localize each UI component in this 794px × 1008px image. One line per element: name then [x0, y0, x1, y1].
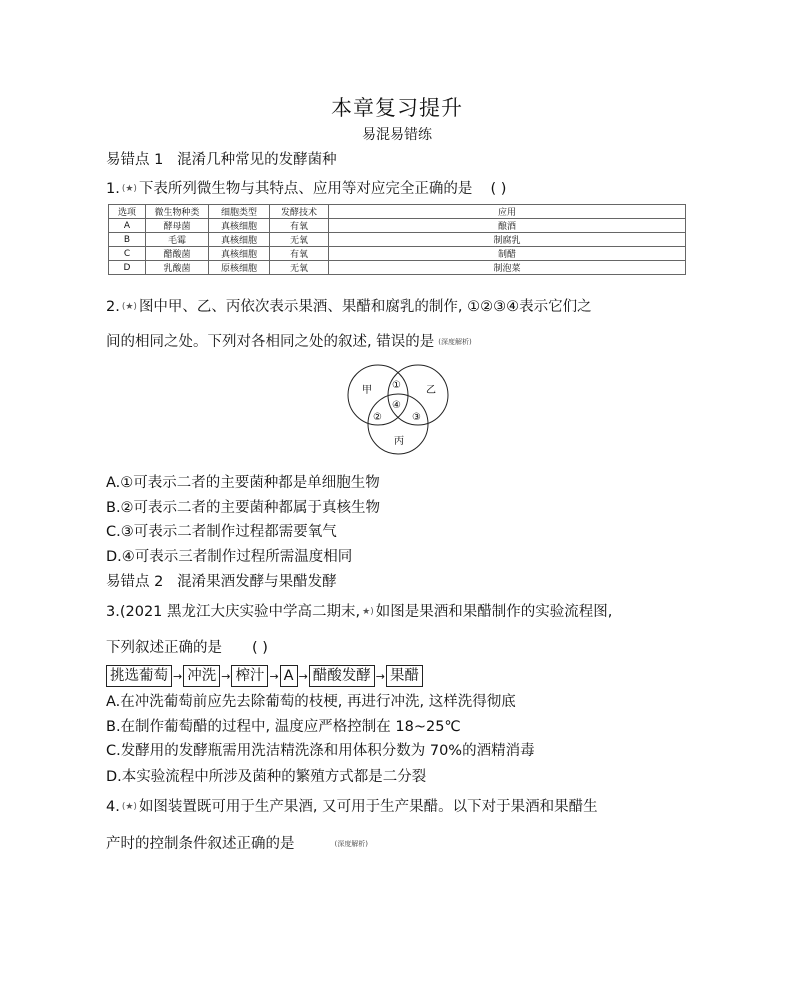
option-d: D.本实验流程中所涉及菌种的繁殖方式都是二分裂 — [106, 769, 427, 785]
arrow-right-icon: → — [269, 669, 279, 683]
venn-diagram — [340, 358, 460, 458]
option-b: B.在制作葡萄醋的过程中, 温度应严格控制在 18~25℃ — [106, 719, 461, 735]
question-text: 如图装置既可用于生产果酒, 又可用于生产果醋。以下对于果酒和果醋生 — [138, 799, 598, 815]
table-cell: 原核细胞 — [209, 261, 270, 275]
venn-region-3: ③ — [412, 412, 421, 423]
arrow-right-icon: → — [221, 669, 231, 683]
question-2-line-2 — [106, 330, 472, 351]
page-subtitle: 易混易错练 — [362, 127, 432, 143]
table-cell: 醋酸菌 — [146, 247, 209, 261]
question-text: 间的相同之处。下列对各相同之处的叙述, 错误的是 — [106, 334, 435, 350]
arrow-right-icon: → — [375, 669, 386, 683]
table-cell: 有氧 — [270, 247, 329, 261]
option-d: D.④可表示三者制作过程所需温度相同 — [106, 549, 353, 565]
question-text: 下列叙述正确的是 — [106, 640, 222, 656]
question-number: 4. — [106, 799, 120, 815]
analysis-note: (深度解析) — [334, 840, 368, 848]
microbe-table — [108, 204, 686, 275]
table-cell: B — [109, 233, 146, 247]
table-header: 细胞类型 — [209, 205, 270, 219]
section-heading-1 — [106, 148, 337, 169]
venn-label-bing: 丙 — [394, 436, 404, 447]
table-row — [109, 261, 686, 275]
venn-label-yi: 乙 — [426, 385, 436, 396]
table-cell: 制腐乳 — [329, 233, 686, 247]
flow-step: 冲洗 — [183, 665, 220, 687]
question-4-line-1 — [106, 795, 598, 816]
table-cell: 有氧 — [270, 219, 329, 233]
table-cell: 乳酸菌 — [146, 261, 209, 275]
table-cell: 制泡菜 — [329, 261, 686, 275]
question-4-line-2 — [106, 832, 368, 853]
question-3-line-2 — [106, 636, 268, 657]
section-text: 混淆几种常见的发酵菌种 — [177, 152, 337, 168]
venn-region-2: ② — [373, 412, 382, 423]
table-header: 应用 — [329, 205, 686, 219]
table-header: 微生物种类 — [146, 205, 209, 219]
table-cell: D — [109, 261, 146, 275]
table-header: 选项 — [109, 205, 146, 219]
table-header: 发酵技术 — [270, 205, 329, 219]
question-1 — [106, 177, 506, 198]
option-a: A.在冲洗葡萄前应先去除葡萄的枝梗, 再进行冲洗, 这样洗得彻底 — [106, 694, 516, 710]
table-cell: A — [109, 219, 146, 233]
venn-region-4: ④ — [392, 400, 401, 411]
table-header-row — [109, 205, 686, 219]
table-cell: 酿酒 — [329, 219, 686, 233]
difficulty-star-icon: (★) — [121, 184, 137, 194]
question-number: 2. — [106, 299, 120, 315]
option-a: A.①可表示二者的主要菌种都是单细胞生物 — [106, 475, 380, 491]
question-number: 1. — [106, 181, 120, 197]
table-cell: 真核细胞 — [209, 247, 270, 261]
flow-step: 果醋 — [386, 665, 423, 687]
question-number: 3. — [106, 604, 120, 620]
analysis-note: (深度解析) — [438, 338, 472, 346]
table-cell: 酵母菌 — [146, 219, 209, 233]
table-cell: C — [109, 247, 146, 261]
flow-step: 榨汁 — [231, 665, 268, 687]
difficulty-star-icon: (★) — [121, 302, 137, 312]
question-text: 下表所列微生物与其特点、应用等对应完全正确的是 — [138, 181, 473, 197]
page-title: 本章复习提升 — [331, 96, 463, 120]
section-heading-2 — [106, 570, 337, 591]
arrow-right-icon: → — [173, 669, 183, 683]
flow-step: 挑选葡萄 — [106, 665, 172, 687]
table-row — [109, 233, 686, 247]
answer-blank: ( ) — [490, 181, 507, 197]
table-cell: 毛霉 — [146, 233, 209, 247]
section-label: 易错点 1 — [106, 152, 164, 168]
table-row — [109, 247, 686, 261]
table-row — [109, 219, 686, 233]
venn-region-1: ① — [392, 380, 401, 391]
flow-step: 醋酸发酵 — [309, 665, 375, 687]
question-2-line-1 — [106, 295, 592, 316]
table-cell: 无氧 — [270, 233, 329, 247]
question-text: 图中甲、乙、丙依次表示果酒、果醋和腐乳的制作, ①②③④表示它们之 — [138, 299, 592, 315]
experiment-flowchart — [106, 665, 423, 687]
section-text: 混淆果酒发酵与果醋发酵 — [177, 574, 337, 590]
question-text: 如图是果酒和果醋制作的实验流程图, — [375, 604, 613, 620]
table-cell: 制醋 — [329, 247, 686, 261]
difficulty-star-icon: (★) — [121, 802, 137, 812]
option-c: C.③可表示二者制作过程都需要氧气 — [106, 524, 337, 540]
table-cell: 真核细胞 — [209, 233, 270, 247]
option-c: C.发酵用的发酵瓶需用洗洁精洗涤和用体积分数为 70%的酒精消毒 — [106, 743, 535, 759]
table-cell: 无氧 — [270, 261, 329, 275]
question-text: 产时的控制条件叙述正确的是 — [106, 836, 295, 852]
option-b: B.②可表示二者的主要菌种都属于真核生物 — [106, 500, 381, 516]
venn-label-jia: 甲 — [362, 385, 372, 396]
arrow-right-icon: → — [298, 669, 308, 683]
difficulty-star-icon: ★) — [362, 607, 374, 617]
question-3-line-1 — [106, 600, 612, 621]
flow-step: A — [280, 665, 298, 687]
answer-blank: ( ) — [252, 640, 268, 656]
table-cell: 真核细胞 — [209, 219, 270, 233]
section-label: 易错点 2 — [106, 574, 164, 590]
question-source: (2021 黑龙江大庆实验中学高二期末, — [119, 604, 361, 620]
